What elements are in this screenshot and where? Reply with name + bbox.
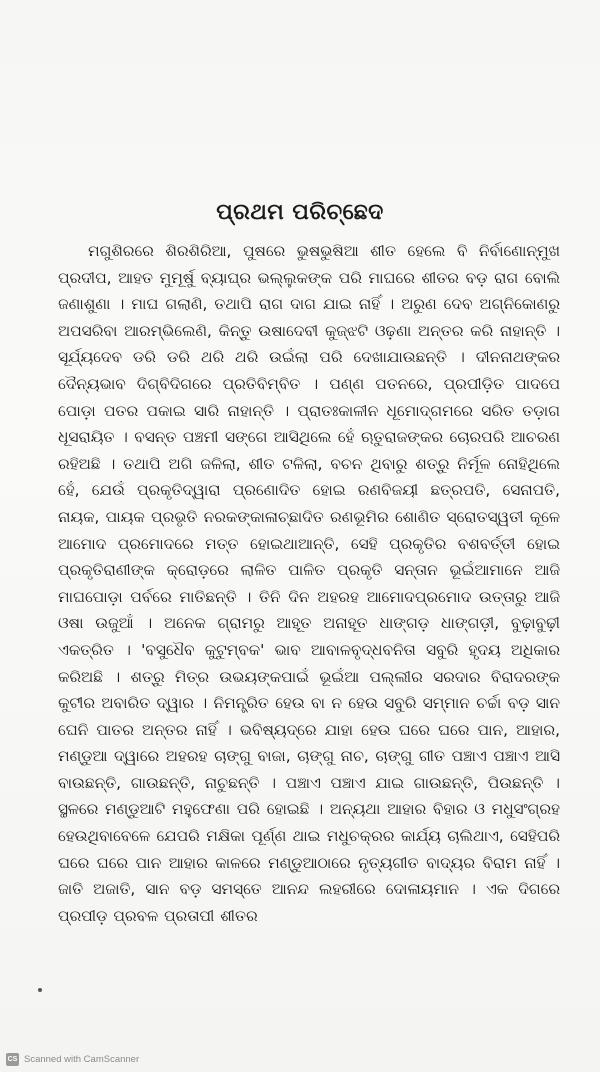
chapter-title: ପ୍ରଥମ ପରିଚ୍ଛେଦ bbox=[216, 200, 384, 225]
margin-dot bbox=[38, 988, 42, 992]
scanner-label: Scanned with CamScanner bbox=[24, 1053, 140, 1065]
camscanner-logo-icon: CS bbox=[6, 1053, 19, 1066]
scanner-watermark bbox=[6, 1052, 139, 1066]
body-paragraph: ମଗୁଶିରରେ ଶିରଶିରିଆ, ପୁଷରେ ଭୁଷଭୁଷିଆ ଶୀତ ହେଲେ ବି ନିର୍ବାଣୋନ୍ମୁଖ ପ୍ରଦୀପ, ଆହତ ମୁମୂର୍ଷୁ ବ୍ୟାଘ୍ର ଭଲ୍ଲୁକଙ୍କ ପରି ମାଘରେ ଶୀତର ବଡ଼ ରାଗ ବୋଲି ଜଣାଶୁଣା । ମାଘ ଗଲାଣି, ତଥାପି ରାଗ ଦାଗ ଯାଇ ନାହିଁ । ଅରୁଣ ଦେବ ଅଗ୍ନିକୋଣରୁ ଅପସରିବା ଆରମ୍ଭିଲେଣି, କିନ୍ତୁ ଉଷାଦେବୀ କୁଜ୍ଝଟି ଓଢ଼ଣା ଅନ୍ତର କରି ନାହାନ୍ତି । ସୂର୍ଯ୍ୟଦେବ ଡରି ଡରି ଥରି ଥରି ଉଇଁଲା ପରି ଦେଖାଯାଉଛନ୍ତି । ଦୀନନାଥଙ୍କର ଦୈନ୍ୟଭାବ ଦିଗ୍‌ବିଦିଗରେ ପ୍ରତିବିମ୍ବିତ । ପଣ୍ଣ ପତନରେ, ପ୍ରପୀଡ଼ିତ ପାଦପେ ପୋଡ଼ା ପତର ପକାଇ ସାରି ନାହାନ୍ତି । ପ୍ରାତଃକାଳୀନ ଧୂମୋଦ୍‌ଗମରେ ସରିତ ତଡ଼ାଗ ଧୂସରାୟିତ । ବସନ୍ତ ପଞ୍ଚମୀ ସଙ୍ଗେ ଆସିଥିଲେ ହେଁ ଋତୁରାଜଙ୍କର ଚୋରପରି ଆଚରଣ ରହିଅଛି । ତଥାପି ଅଗି ଜଳିଲା, ଶୀତ ଟଳିଲା, ବଚନ ଥିବାରୁ ଶତ୍ରୁ ନିର୍ମୂଳ ନୋହିଥିଲେ ହେଁ, ଯେଉଁ ପ୍ରକୃତିଦ୍ୱାରା ପ୍ରଣୋଦିତ ହୋଇ ରଣବିଜୟୀ ଛତ୍ରପତି, ସେନାପତି, ନାୟକ, ପାୟକ ପ୍ରଭୃତି ନରକଙ୍କାଳାଚ୍ଛାଦିତ ରଣଭୂମିର ଶୋଣିତ ସ୍ରୋତସ୍ୱତୀ କୂଳେ ଆମୋଦ ପ୍ରମୋଦରେ ମତ୍ତ ହୋଇଥାଆନ୍ତି, ସେହି ପ୍ରକୃତିର ବଶବର୍ତ୍ତୀ ହୋଇ ପ୍ରକୃତିରାଣୀଙ୍କ କ୍ରୋଡ଼ରେ ଲାଳିତ ପାଳିତ ପ୍ରକୃତି ସନ୍ତାନ ଭୂଇଁଆମାନେ ଆଜି ମାଘପୋଡ଼ା ପର୍ବରେ ମାତିଛନ୍ତି । ତିନି ଦିନ ଅହରହ ଆମୋଦପ୍ରମୋଦ ଉତ୍ତାରୁ ଆଜି ଓଷା ଉଜୁଆଁ । ଅନେକ ଗ୍ରାମରୁ ଆହୂତ ଅନାହୂତ ଧାଙ୍ଗଡ଼ ଧାଙ୍ଗଡ଼ୀ, ବୁଢ଼ାବୁଢ଼ୀ ଏକତ୍ରିତ । 'ବସୁଧୈବ କୁଟୁମ୍ବକ' ଭାବ ଆବାଳବୃଦ୍ଧବନିତା ସବୁରି ହୃଦୟ ଅଧିକାର କରିଅଛି । ଶତ୍ରୁ ମିତ୍ର ଉଭୟଙ୍କପାଇଁ ଭୂଇଁଆ ପଲ୍ଲୀର ସରଦାର ବିରାଦରଙ୍କ କୁଟୀର ଅବାରିତ ଦ୍ୱାର । ନିମନ୍ତ୍ରିତ ହେଉ ବା ନ ହେଉ ସବୁରି ସମ୍ମାନ ଚର୍ଚ୍ଚା ବଡ଼ ସାନ ଘେନି ପାତର ଅନ୍ତର ନାହିଁ । ଭବିଷ୍ୟଦ୍‌ରେ ଯାହା ହେଉ ଘରେ ଘରେ ପାନ, ଆହାର, ମଣ୍ଡୁଆ ଦ୍ୱାରେ ଅହରହ ଚାଙ୍ଗୁ ବାଜା, ଚାଙ୍ଗୁ ନାଚ, ଚାଙ୍ଗୁ ଗୀତ ପଞ୍ଚାଏ ପଞ୍ଚାଏ ଆସି ବାଉଛନ୍ତି, ଗାଉଛନ୍ତି, ନାଚୁଛନ୍ତି । ପଞ୍ଚାଏ ପଞ୍ଚାଏ ଯାଇ ଗାଉଛନ୍ତି, ପିଉଛନ୍ତି । ସ୍ଥଳରେ ମଣ୍ଡୁଆଟି ମହୁଫେଣା ପରି ହୋଇଛି । ଅନ୍ୟଥା ଆହାର ବିହାର ଓ ମଧୁସଂଗ୍ରହ ହେଉଥିବାବେଳେ ଯେପରି ମକ୍ଷିକା ପୂର୍ଣ୍ଣ ଥାଇ ମଧୁଚକ୍ରର କାର୍ଯ୍ୟ ଚାଲିଥାଏ, ସେହିପରି ଘରେ ଘରେ ପାନ ଆହାର କାଳରେ ମଣ୍ଡୁଆଠାରେ ନୃତ୍ୟଗୀତ ବାଦ୍ୟର ବିରାମ ନାହିଁ । ଜାତି ଅଜାତି, ସାନ ବଡ଼ ସମସ୍ତେ ଆନନ୍ଦ ଲହରୀରେ ଦୋଳାୟମାନ । ଏକ ଦିଗରେ ପ୍ରପୀଡ଼ ପ୍ରବଳ ପ୍ରତାପୀ ଶୀତର bbox=[58, 242, 560, 925]
